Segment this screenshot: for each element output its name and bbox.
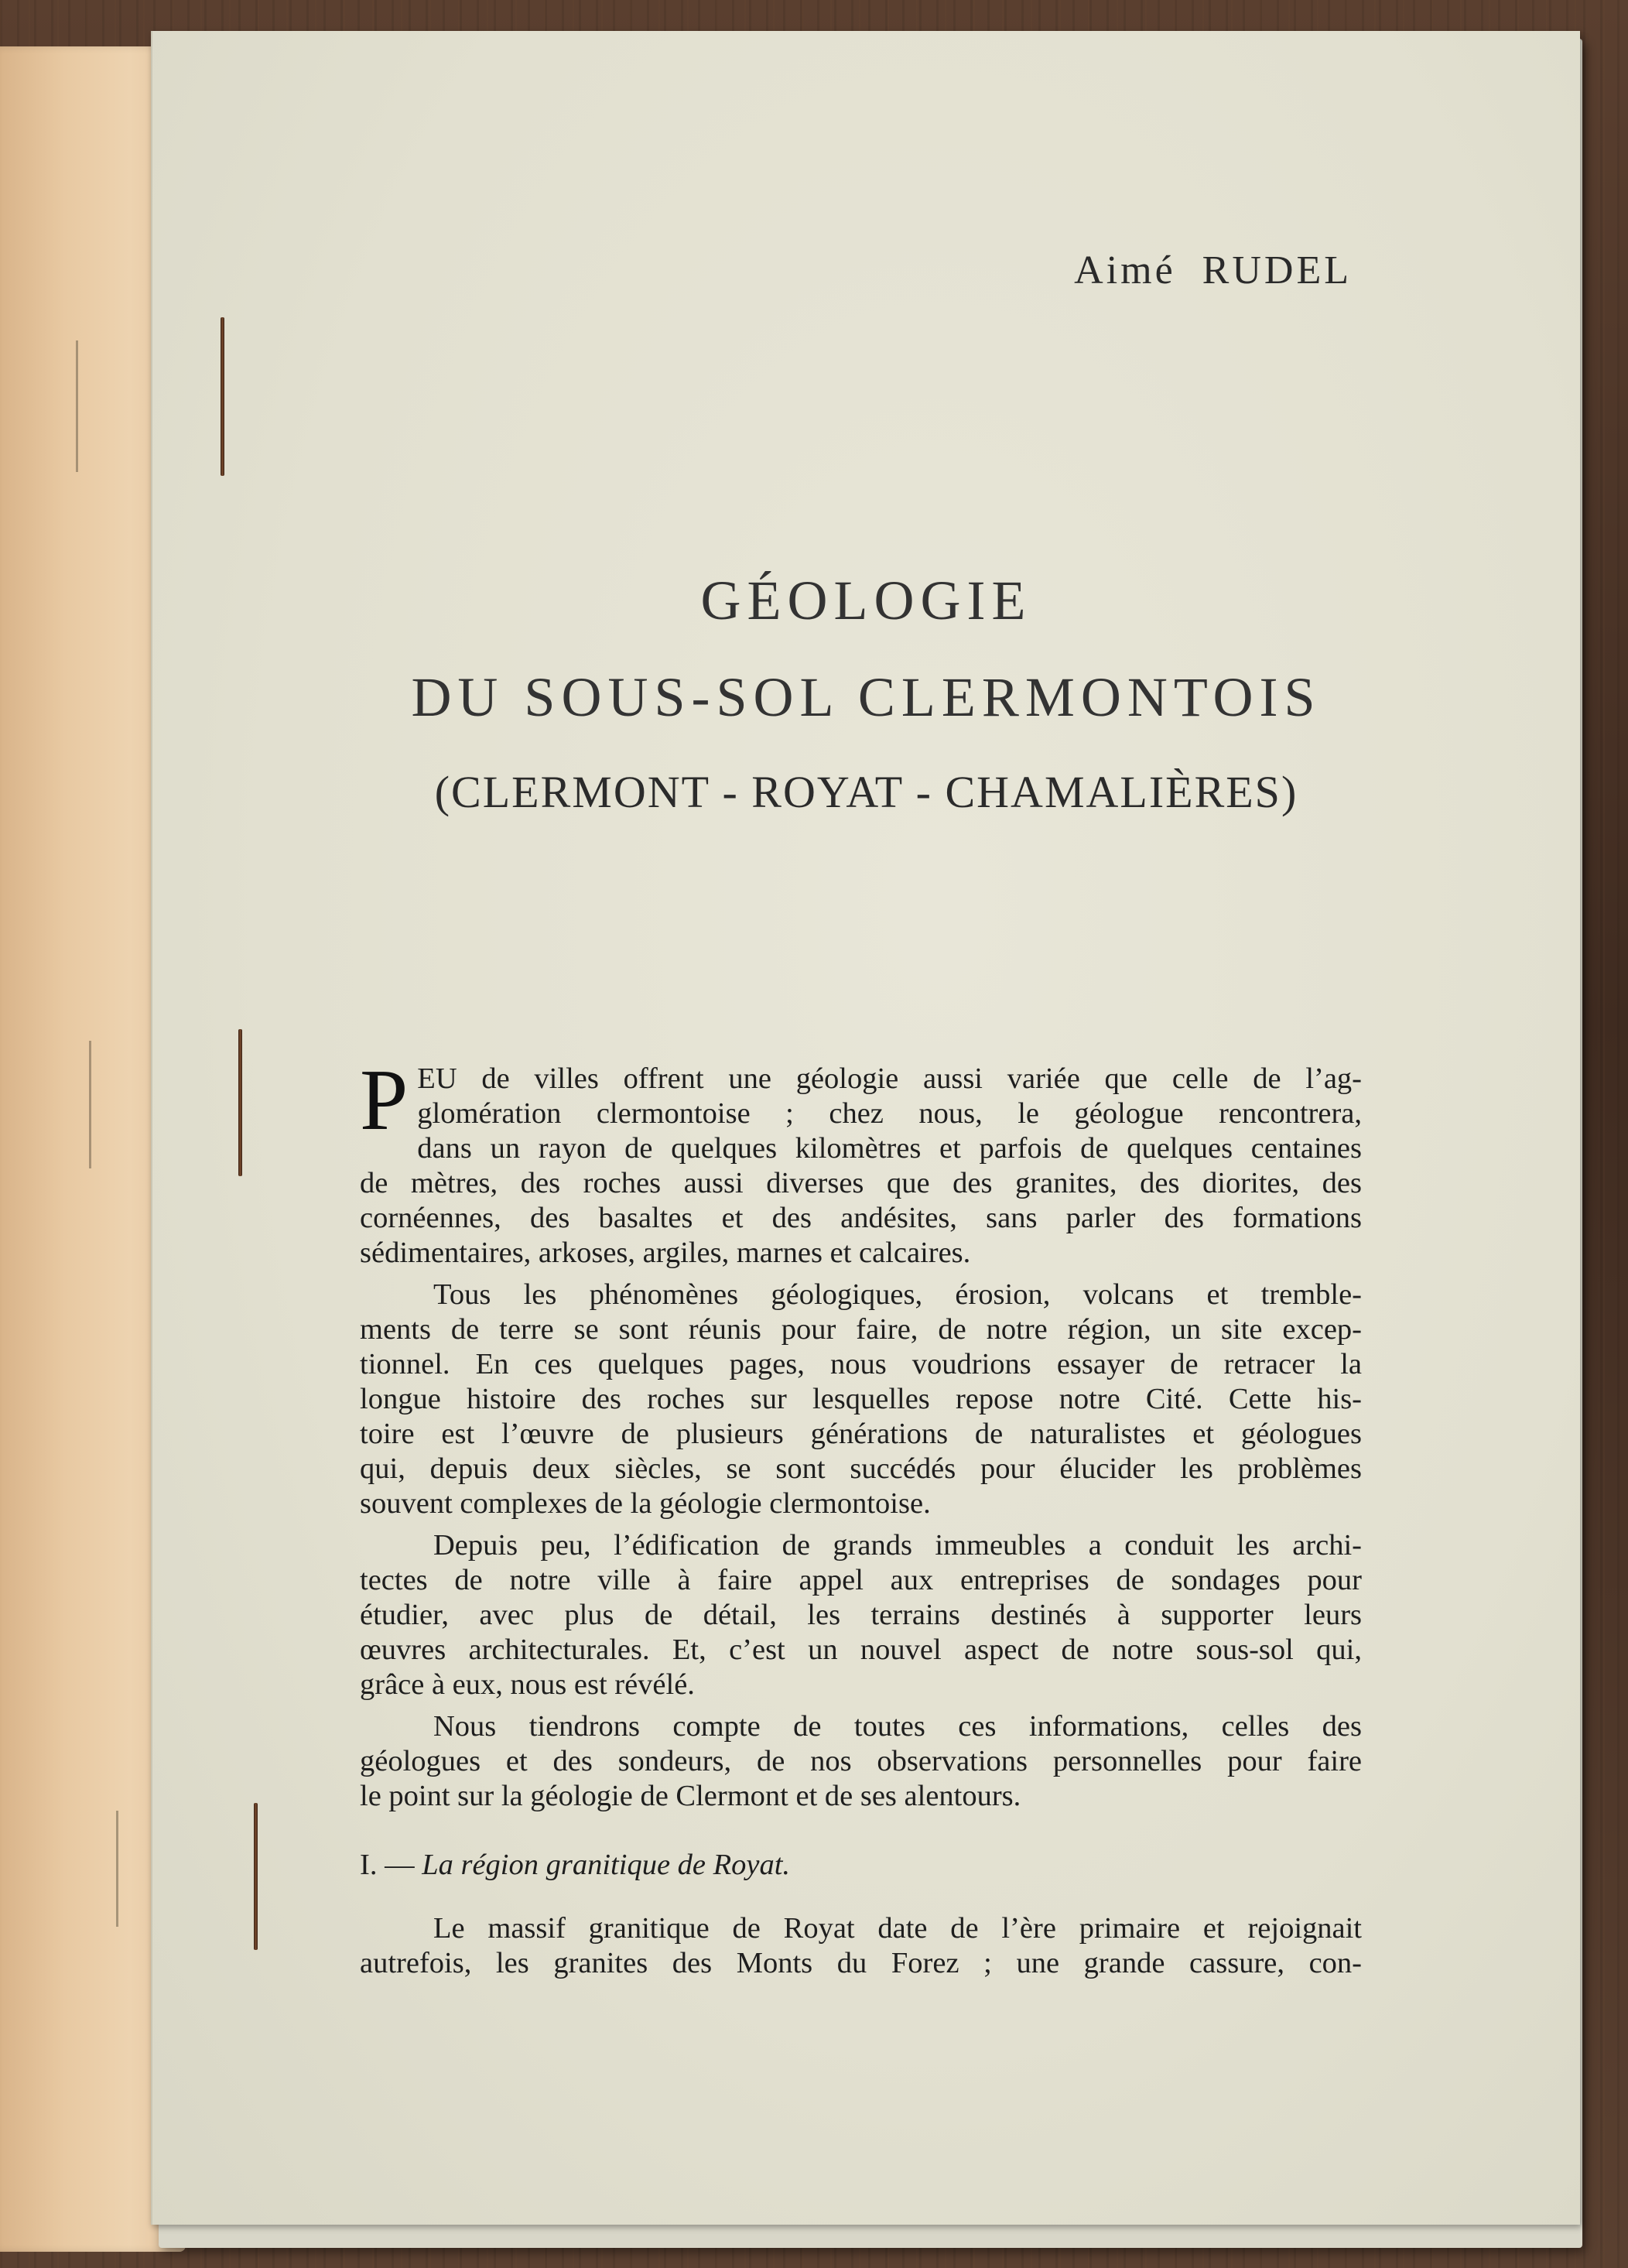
text-line: Nous tiendrons compte de toutes ces informations, celles des (433, 1710, 1362, 1743)
text-line: œuvres architecturales. Et, c’est un nouvel aspect de notre sous-sol qui, (360, 1633, 1362, 1666)
staple-top (221, 317, 224, 476)
text-line: géologues et des sondeurs, de nos observations personnelles pour faire (360, 1745, 1362, 1777)
author-name (1074, 248, 1352, 293)
title-line-2: DU SOUS-SOL CLERMONTOIS (411, 666, 1322, 728)
body-text (360, 1052, 1362, 1814)
text-line: EU de villes offrent une géologie aussi variée que celle de l’ag- (417, 1062, 1362, 1095)
title-line-3: (CLERMONT - ROYAT - CHAMALIÈRES) (434, 767, 1298, 817)
text-line: dans un rayon de quelques kilomètres et parfois de quelques centaines (417, 1132, 1362, 1165)
text-line: sédimentaires, arkoses, argiles, marnes et calcaires. (360, 1237, 971, 1269)
section-heading (360, 1848, 790, 1882)
text-line: Le massif granitique de Royat date de l’ère primaire et rejoignait (433, 1912, 1362, 1945)
text-line: autrefois, les granites des Monts du Forez ; une grande cassure, con- (360, 1947, 1362, 1979)
text-line: qui, depuis deux siècles, se sont succédés pour élucider les problèmes (360, 1452, 1362, 1485)
text-line: glomération clermontoise ; chez nous, le géologue rencontrera, (417, 1097, 1362, 1130)
paragraph-gap (360, 1521, 1362, 1528)
section-title: La région granitique de Royat. (422, 1849, 791, 1881)
paragraph-5 (360, 1910, 1362, 1979)
paragraph-2 (360, 1278, 1362, 1521)
paragraph-gap (360, 1271, 1362, 1278)
title-line-1: GÉOLOGIE (700, 570, 1032, 631)
text-line: de mètres, des roches aussi diverses que des granites, des diorites, des (360, 1167, 1362, 1199)
text-line: toire est l’œuvre de plusieurs générations de naturalistes et géologues (360, 1418, 1362, 1450)
staple-mark-bottom (116, 1811, 118, 1927)
staple-middle (238, 1029, 242, 1176)
staple-mark-middle (89, 1041, 91, 1168)
text-line: ments de terre se sont réunis pour faire, de notre région, un site excep- (360, 1313, 1362, 1346)
paragraph-4 (360, 1709, 1362, 1814)
paragraph-1 (360, 1052, 1362, 1271)
text-line: étudier, avec plus de détail, les terrains destinés à supporter leurs (360, 1599, 1362, 1631)
text-line: longue histoire des roches sur lesquelles repose notre Cité. Cette his- (360, 1383, 1362, 1415)
text-line: grâce à eux, nous est révélé. (360, 1668, 695, 1701)
author-last-name: RUDEL (1202, 248, 1352, 292)
text-line: souvent complexes de la géologie clermontoise. (360, 1487, 931, 1520)
staple-mark-top (76, 340, 78, 472)
text-line: Tous les phénomènes géologiques, érosion, volcans et tremble- (433, 1278, 1362, 1311)
paragraph-3 (360, 1528, 1362, 1702)
paragraph-gap (360, 1702, 1362, 1709)
text-line: le point sur la géologie de Clermont et de ses alentours. (360, 1780, 1021, 1812)
text-line: tectes de notre ville à faire appel aux entreprises de sondages pour (360, 1564, 1362, 1596)
staple-bottom (254, 1803, 258, 1950)
author-first-name: Aimé (1074, 248, 1176, 292)
section-number: I. — (360, 1849, 415, 1881)
text-line: tionnel. En ces quelques pages, nous voudrions essayer de retracer la (360, 1348, 1362, 1380)
text-line: cornéennes, des basaltes et des andésites, sans parler des formations (360, 1202, 1362, 1234)
drop-cap: P (360, 1052, 409, 1148)
text-line: Depuis peu, l’édification de grands immeubles a conduit les archi- (433, 1529, 1362, 1562)
